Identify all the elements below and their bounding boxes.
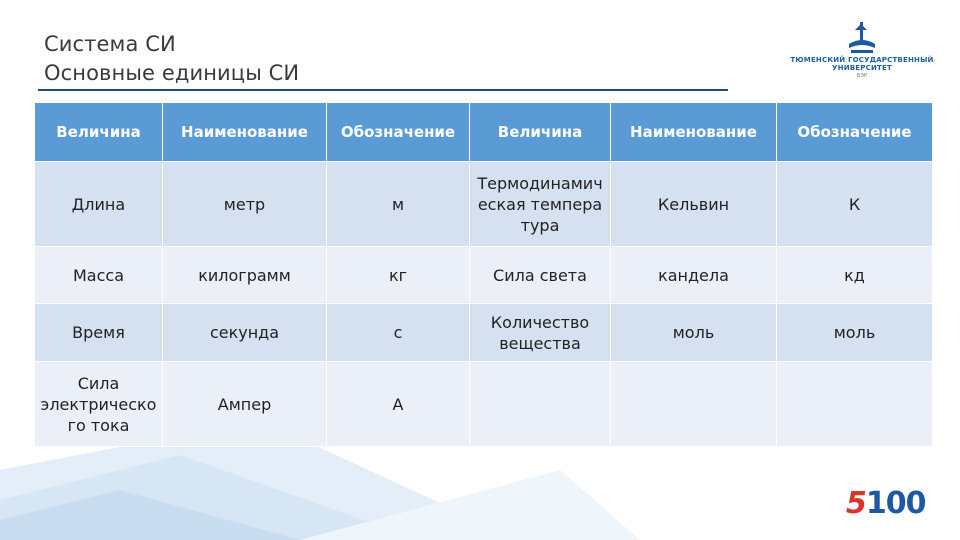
header-symbol-1: Обозначение: [327, 103, 470, 162]
slide-title: [44, 30, 299, 88]
logo-text-1: ТЮМЕНСКИЙ ГОСУДАРСТВЕННЫЙ: [790, 56, 934, 64]
table-cell: Сила электрическо го тока: [35, 362, 163, 447]
table-row: [35, 162, 933, 247]
logo-text-3: ВЭР: [856, 73, 868, 79]
brand-5-100-logo: [846, 486, 926, 521]
table-cell: Время: [35, 304, 163, 362]
table-cell: А: [327, 362, 470, 447]
table-cell: метр: [163, 162, 327, 247]
table-cell: килограмм: [163, 247, 327, 304]
table-row: [35, 304, 933, 362]
header-name-2: Наименование: [611, 103, 777, 162]
table-cell: Кельвин: [611, 162, 777, 247]
table-header-row: [35, 103, 933, 162]
table-cell: кандела: [611, 247, 777, 304]
table-cell: Длина: [35, 162, 163, 247]
table-cell: секунда: [163, 304, 327, 362]
title-line-1: Система СИ: [44, 32, 176, 56]
title-line-2: Основные единицы СИ: [44, 61, 300, 85]
table-cell: Количество вещества: [470, 304, 611, 362]
table-cell: К: [777, 162, 933, 247]
university-logo: [782, 20, 942, 90]
brand-hundred: 100: [865, 486, 926, 521]
table-row: [35, 362, 933, 447]
table-cell: [611, 362, 777, 447]
header-quantity-2: Величина: [470, 103, 611, 162]
title-underline: [38, 89, 728, 91]
table-cell: кд: [777, 247, 933, 304]
table-cell: Ампер: [163, 362, 327, 447]
header-symbol-2: Обозначение: [777, 103, 933, 162]
table-cell: моль: [611, 304, 777, 362]
si-units-table: [34, 102, 933, 447]
table-cell: моль: [777, 304, 933, 362]
table-cell: м: [327, 162, 470, 247]
table-cell: Термодинамич еская темпера тура: [470, 162, 611, 247]
table-cell: Сила света: [470, 247, 611, 304]
brand-five: 5: [846, 486, 866, 521]
table-cell: Масса: [35, 247, 163, 304]
table-cell: кг: [327, 247, 470, 304]
header-name-1: Наименование: [163, 103, 327, 162]
table-cell: [470, 362, 611, 447]
university-emblem-icon: [845, 20, 879, 56]
table-cell: с: [327, 304, 470, 362]
logo-text-2: УНИВЕРСИТЕТ: [832, 64, 892, 72]
table-row: [35, 247, 933, 304]
header-quantity-1: Величина: [35, 103, 163, 162]
table-cell: [777, 362, 933, 447]
